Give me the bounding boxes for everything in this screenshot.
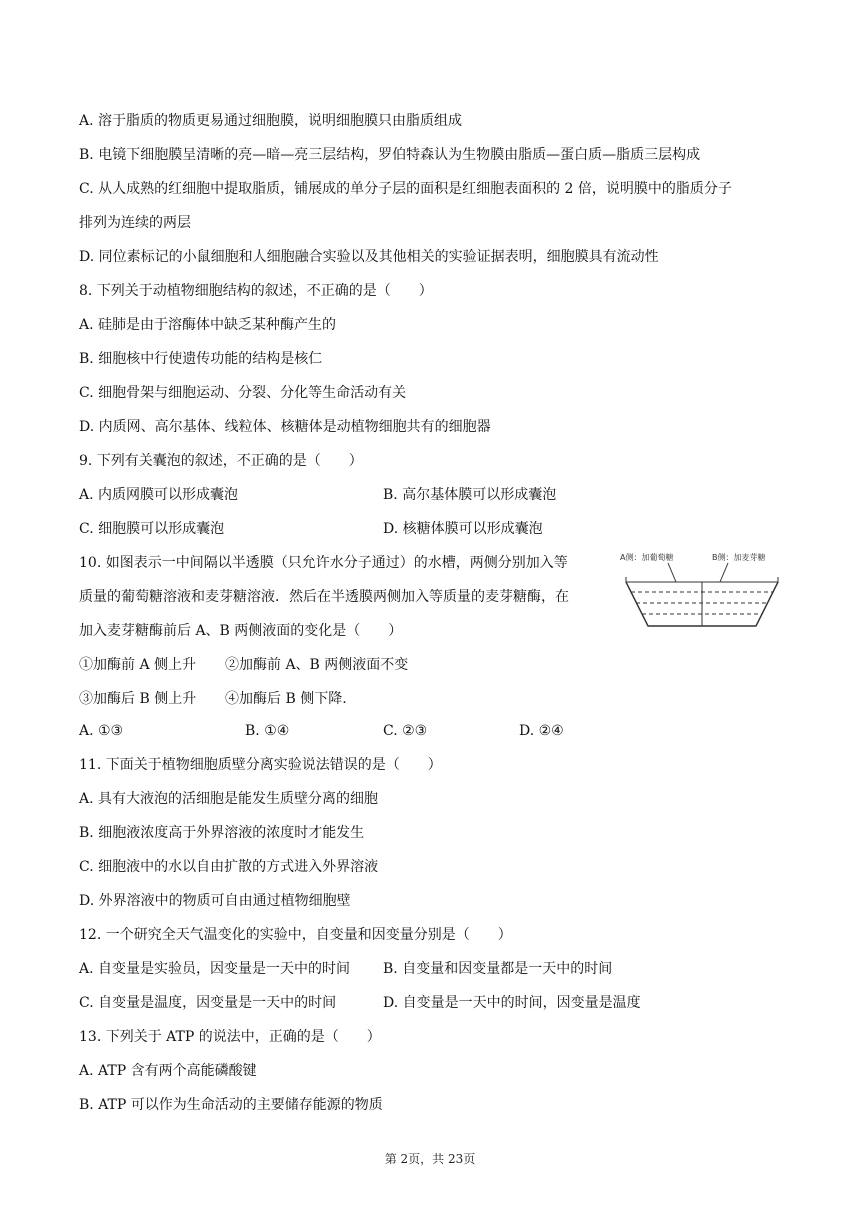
q13-stem: 13. 下列关于 ATP 的说法中，正确的是（ ） bbox=[79, 1029, 381, 1045]
q10-statement-1: ①加酶前 A 侧上升 bbox=[79, 657, 197, 673]
q12-stem: 12. 一个研究全天气温变化的实验中，自变量和因变量分别是（ ） bbox=[79, 927, 512, 943]
q12-option-d: D. 自变量是一天中的时间，因变量是温度 bbox=[383, 995, 641, 1011]
q11-option-d: D. 外界溶液中的物质可自由通过植物细胞壁 bbox=[79, 893, 351, 909]
q8-option-d: D. 内质网、高尔基体、线粒体、核糖体是动植物细胞共有的细胞器 bbox=[79, 419, 491, 435]
q11-option-a: A. 具有大液泡的活细胞是能发生质壁分离的细胞 bbox=[79, 791, 379, 807]
tank-pointer-a bbox=[668, 563, 676, 582]
q13-option-b: B. ATP 可以作为生命活动的主要储存能源的物质 bbox=[79, 1097, 383, 1113]
q7-option-d: D. 同位素标记的小鼠细胞和人细胞融合实验以及其他相关的实验证据表明，细胞膜具有流动性 bbox=[79, 249, 659, 265]
q10-statement-4: ④加酶后 B 侧下降. bbox=[225, 691, 347, 707]
water-tank-figure bbox=[618, 550, 786, 632]
q8-option-c: C. 细胞骨架与细胞运动、分裂、分化等生命活动有关 bbox=[79, 385, 407, 401]
q8-stem: 8. 下列关于动植物细胞结构的叙述，不正确的是（ ） bbox=[79, 283, 433, 299]
page-number-footer: 第 2页，共 23页 bbox=[384, 1152, 476, 1166]
q9-option-c: C. 细胞膜可以形成囊泡 bbox=[79, 521, 225, 537]
q10-statement-2: ②加酶前 A、B 两侧液面不变 bbox=[225, 657, 409, 673]
tank-label-b: B侧：加麦芽糖 bbox=[712, 553, 766, 562]
q12-option-b: B. 自变量和因变量都是一天中的时间 bbox=[383, 961, 613, 977]
q9-stem: 9. 下列有关囊泡的叙述，不正确的是（ ） bbox=[79, 453, 363, 469]
tank-label-a: A侧：加葡萄糖 bbox=[620, 553, 674, 562]
q13-option-a: A. ATP 含有两个高能磷酸键 bbox=[79, 1063, 257, 1079]
q11-stem: 11. 下面关于植物细胞质壁分离实验说法错误的是（ ） bbox=[79, 757, 442, 773]
q10-statement-3: ③加酶后 B 侧上升 bbox=[79, 691, 197, 707]
q10-stem-line2: 质量的葡萄糖溶液和麦芽糖溶液．然后在半透膜两侧加入等质量的麦芽糖酶，在 bbox=[79, 589, 569, 605]
q10-stem-line1: 10. 如图表示一中间隔以半透膜（只允许水分子通过）的水槽，两侧分别加入等 bbox=[79, 555, 568, 571]
q10-option-b: B. ①④ bbox=[245, 723, 290, 739]
q10-option-d: D. ②④ bbox=[519, 723, 564, 739]
q9-option-a: A. 内质网膜可以形成囊泡 bbox=[79, 487, 239, 503]
q12-option-c: C. 自变量是温度，因变量是一天中的时间 bbox=[79, 995, 337, 1011]
q11-option-b: B. 细胞液浓度高于外界溶液的浓度时才能发生 bbox=[79, 825, 365, 841]
q10-option-c: C. ②③ bbox=[383, 723, 428, 739]
tank-rim bbox=[626, 577, 778, 582]
tank-pointer-b bbox=[720, 563, 728, 582]
q8-option-a: A. 硅肺是由于溶酶体中缺乏某种酶产生的 bbox=[79, 317, 337, 333]
q9-option-d: D. 核糖体膜可以形成囊泡 bbox=[383, 521, 543, 537]
q11-option-c: C. 细胞液中的水以自由扩散的方式进入外界溶液 bbox=[79, 859, 379, 875]
q7-option-b: B. 电镜下细胞膜呈清晰的亮—暗—亮三层结构，罗伯特森认为生物膜由脂质—蛋白质—脂质三层构成 bbox=[79, 147, 701, 163]
q7-option-c-line2: 排列为连续的两层 bbox=[79, 215, 191, 231]
q10-option-a: A. ①③ bbox=[79, 723, 124, 739]
q8-option-b: B. 细胞核中行使遗传功能的结构是核仁 bbox=[79, 351, 323, 367]
q7-option-c-line1: C. 从人成熟的红细胞中提取脂质，铺展成的单分子层的面积是红细胞表面积的 2 倍，说明膜中的脂质分子 bbox=[79, 181, 732, 197]
q10-stem-line3: 加入麦芽糖酶前后 A、B 两侧液面的变化是（ ） bbox=[79, 623, 403, 639]
q12-option-a: A. 自变量是实验员，因变量是一天中的时间 bbox=[79, 961, 351, 977]
q7-option-a: A. 溶于脂质的物质更易通过细胞膜，说明细胞膜只由脂质组成 bbox=[79, 113, 463, 129]
q9-option-b: B. 高尔基体膜可以形成囊泡 bbox=[383, 487, 557, 503]
